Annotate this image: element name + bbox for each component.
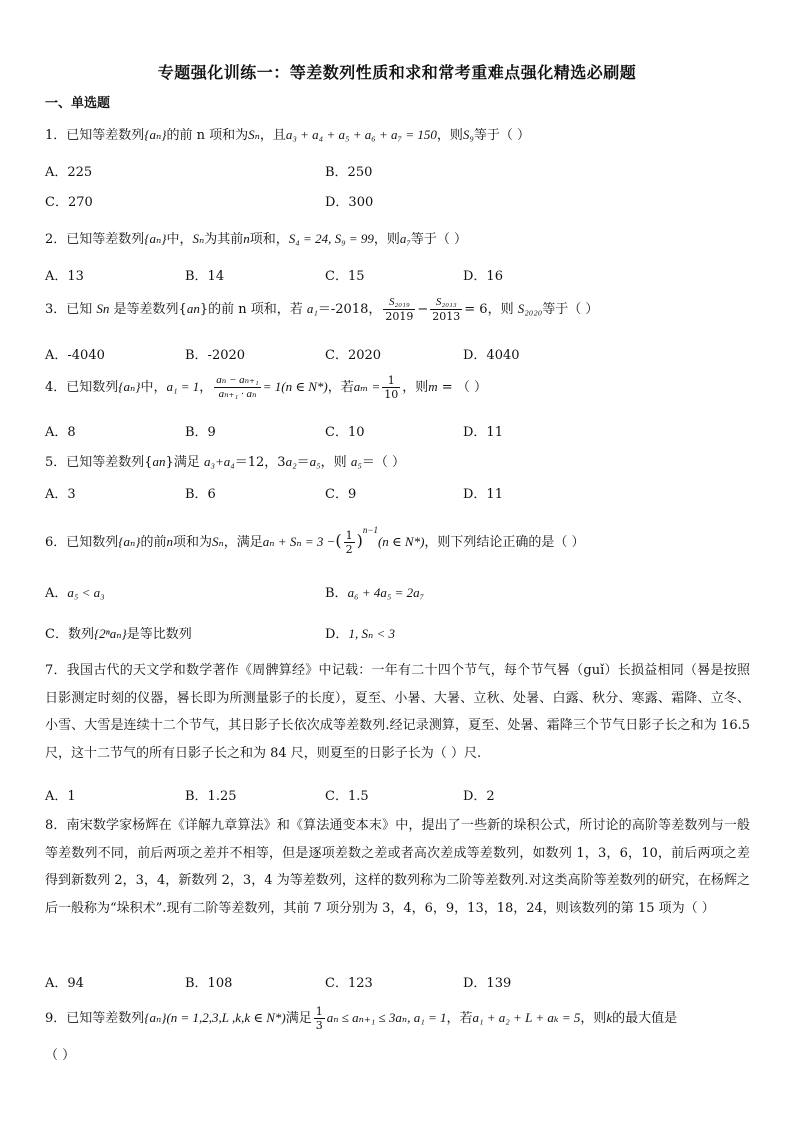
q1-option-c: C．270 bbox=[45, 195, 93, 210]
q4-option-b: B．9 bbox=[185, 425, 216, 440]
q4-option-d: D．11 bbox=[463, 425, 503, 440]
q8-option-d: D．139 bbox=[463, 976, 512, 991]
q6-option-c: C．数列{2ⁿaₙ}是等比数列 bbox=[45, 626, 192, 642]
q3-option-b: B．-2020 bbox=[185, 348, 246, 363]
q5-option-a: A．3 bbox=[45, 487, 76, 502]
q3-option-a: A．-4040 bbox=[45, 348, 105, 363]
question-2: 2．已知等差数列{aₙ}中，Sₙ为其前n项和，S₄ = 24, S₉ = 99，则a₇等于（ ） bbox=[45, 231, 468, 247]
q1-option-a: A．225 bbox=[45, 165, 93, 180]
q7-option-a: A．1 bbox=[45, 789, 76, 804]
q1-option-d: D．300 bbox=[325, 195, 374, 210]
q3-option-c: C．2020 bbox=[325, 348, 382, 363]
q4-option-a: A．8 bbox=[45, 425, 76, 440]
q2-option-d: D．16 bbox=[463, 269, 503, 284]
q1-option-b: B．250 bbox=[325, 165, 373, 180]
question-8: 8．南宋数学家杨辉在《详解九章算法》和《算法通变本末》中，提出了一些新的垛积公式，所讨论的高阶等差数列与一般等差数列不同，前后两项之差并不相等，但是逐项差数之差或者高次差成等差数列，如数列 1，3，6，10，前后两项之差得到新数列 2，3，4，新数列 2，3，4 为等差数列，这样的数列称为二阶等差数列.对这类高阶等差数列的研究，在杨辉之后一般称为“垛积术”.现有二阶等差数列，其前 7 项分别为 3，4，6，9，13，18，24，则该数列的第 15 项为（ ） bbox=[45, 818, 750, 916]
q7-option-b: B．1.25 bbox=[185, 789, 237, 804]
section-heading: 一、单选题 bbox=[45, 96, 111, 111]
q8-option-a: A．94 bbox=[45, 976, 84, 991]
question-3: 3．已知 Sn 是等差数列{an}的前 n 项和，若 a₁＝-2018， $\frac{\text{S₂₀₁₉}}{2019}$ − $\frac{\text{S₂₀₁₃}}{2013}$ = 6，则 S₂₀₂₀等于（ ） bbox=[45, 296, 599, 323]
question-7: 7．我国古代的天文学和数学著作《周髀算经》中记载：一年有二十四个节气，每个节气晷（guǐ）长损益相同（晷是按照日影测定时刻的仪器，晷长即为所测量影子的长度），夏至、小暑、大暑、立秋、处暑、白露、秋分、寒露、霜降、立冬、小雪、大雪是连续十二个节气，其日影子长依次成等差数列.经记录测算，夏至、处暑、霜降三个节气日影子长之和为 16.5 尺，这十二节气的所有日影子长之和为 84 尺，则夏至的日影子长为（ ）尺. bbox=[45, 663, 750, 761]
q6-option-a: A．a₅ < a₃ bbox=[45, 585, 105, 601]
q3-option-d: D．4040 bbox=[463, 348, 520, 363]
question-6: 6．已知数列{aₙ}的前n项和为Sₙ，满足aₙ + Sₙ = 3 −( $\frac{1}{2}$ )$^{n-1}$(n ∈ N*)，则下列结论正确的是（ ） bbox=[45, 524, 585, 556]
question-1: 1．已知等差数列{aₙ}的前 n 项和为Sₙ，且a₃ + a₄ + a₅ + a₆ + a₇ = 150，则S₉等于（ ） bbox=[45, 127, 531, 143]
q8-option-b: B．108 bbox=[185, 976, 233, 991]
q6-option-b: B．a₆ + 4a₅ = 2a₇ bbox=[325, 585, 425, 601]
question-5: 5．已知等差数列{an}满足 a₃+a₄＝12，3a₂＝a₅，则 a₅＝（ ） bbox=[45, 454, 405, 470]
q8-option-c: C．123 bbox=[325, 976, 373, 991]
q7-option-d: D．2 bbox=[463, 789, 495, 804]
q6-option-d: D．1, Sₙ < 3 bbox=[325, 626, 395, 642]
question-4: 4．已知数列{aₙ}中，a₁ = 1， $\frac{\text{aₙ − aₙ₊₁}}{\text{aₙ₊₁ · aₙ}}$ = 1(n ∈ N*)，若aₘ = $\frac{1}{10}$ ，则m = （ ） bbox=[45, 374, 487, 401]
q2-option-b: B．14 bbox=[185, 269, 225, 284]
q5-option-c: C．9 bbox=[325, 487, 357, 502]
q7-option-c: C．1.5 bbox=[325, 789, 369, 804]
page-title: 专题强化训练一：等差数列性质和求和常考重难点强化精选必刷题 bbox=[157, 63, 637, 82]
q2-option-c: C．15 bbox=[325, 269, 365, 284]
q9-answer-bracket: （ ） bbox=[45, 1048, 76, 1063]
q4-option-c: C．10 bbox=[325, 425, 365, 440]
q5-option-d: D．11 bbox=[463, 487, 503, 502]
q2-option-a: A．13 bbox=[45, 269, 84, 284]
question-9: 9．已知等差数列{aₙ}(n = 1,2,3,L ,k,k ∈ N*)满足 $\frac{1}{3}$ aₙ ≤ aₙ₊₁ ≤ 3aₙ, a₁ = 1，若a₁ + a₂ + L + aₖ = 5，则k的最大值是 bbox=[45, 1005, 678, 1032]
q5-option-b: B．6 bbox=[185, 487, 216, 502]
